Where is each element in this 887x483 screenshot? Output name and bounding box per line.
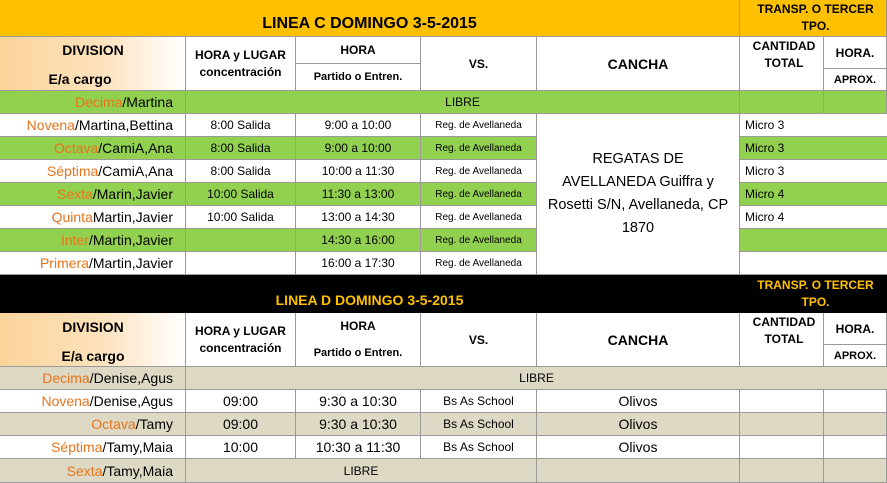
linea-c-vs-cell: Reg. de Avellaneda bbox=[421, 137, 537, 160]
linea-c-transp-cell: Micro 3 bbox=[740, 114, 887, 137]
linea-c-concentracion-cell: 8:00 Salida bbox=[186, 137, 296, 160]
linea-d-hora-cell: 9:30 a 10:30 bbox=[296, 413, 421, 436]
linea-d-hora-cell: 10:30 a 11:30 bbox=[296, 436, 421, 459]
linea-c-cancha-cell: REGATAS DE AVELLANEDA Guiffra y Rosetti S/N, Avellaneda, CP 1870 bbox=[537, 114, 740, 275]
linea-d-hora-aprox-header: HORA. bbox=[824, 313, 887, 345]
linea-d-transp-cell bbox=[740, 413, 824, 436]
linea-c-concentracion-cell bbox=[186, 229, 296, 252]
linea-d-partido-header: Partido o Entren. bbox=[296, 339, 421, 367]
linea-c-aprox-cell bbox=[824, 91, 887, 114]
linea-d-hora-cell: 9:30 a 10:30 bbox=[296, 390, 421, 413]
linea-c-hora-cell: 16:00 a 17:30 bbox=[296, 252, 421, 275]
linea-d-cancha-header: CANCHA bbox=[537, 313, 740, 367]
linea-c-concentracion-cell: 10:00 Salida bbox=[186, 183, 296, 206]
linea-c-transp-cell: Micro 4 bbox=[740, 183, 887, 206]
linea-d-concentracion-cell: 10:00 bbox=[186, 436, 296, 459]
linea-c-cancha-header: CANCHA bbox=[537, 37, 740, 91]
linea-c-row-decima: Decima /Martina bbox=[0, 91, 186, 114]
linea-d-row-septima: Séptima /Tamy,Maia bbox=[0, 436, 186, 459]
linea-c-vs-cell: Reg. de Avellaneda bbox=[421, 252, 537, 275]
linea-c-concentracion-cell: 8:00 Salida bbox=[186, 160, 296, 183]
linea-d-concentracion-cell: 09:00 bbox=[186, 390, 296, 413]
linea-d-libre-cell: LIBRE bbox=[186, 459, 537, 483]
linea-c-transp-cell: Micro 3 bbox=[740, 160, 887, 183]
linea-d-cantidad-header: CANTIDAD TOTAL bbox=[740, 313, 824, 367]
linea-d-transp-cell bbox=[740, 436, 824, 459]
linea-d-row-sexta: Sexta /Tamy,Maia bbox=[0, 459, 186, 483]
linea-d-vs-cell: Bs As School bbox=[421, 436, 537, 459]
linea-c-concentracion-header: HORA y LUGAR concentración bbox=[186, 37, 296, 91]
linea-d-aprox-cell bbox=[824, 459, 887, 483]
linea-d-cancha-cell: Olivos bbox=[537, 390, 740, 413]
linea-d-transp-header: TRANSP. O TERCER TPO. bbox=[740, 275, 887, 313]
linea-c-vs-cell: Reg. de Avellaneda bbox=[421, 183, 537, 206]
linea-d-aprox-cell bbox=[824, 413, 887, 436]
linea-d-concentracion-cell: 09:00 bbox=[186, 413, 296, 436]
linea-d-hora-header: HORA bbox=[296, 313, 421, 339]
linea-d-title: LINEA D DOMINGO 3-5-2015 bbox=[0, 275, 740, 313]
linea-c-transp-cell: Micro 4 bbox=[740, 206, 887, 229]
linea-c-hora-aprox-header: HORA. bbox=[824, 37, 887, 69]
linea-c-hora-cell: 13:00 a 14:30 bbox=[296, 206, 421, 229]
linea-c-row-primera: Primera /Martin,Javier bbox=[0, 252, 186, 275]
linea-d-vs-header: VS. bbox=[421, 313, 537, 367]
linea-c-partido-header: Partido o Entren. bbox=[296, 63, 421, 91]
linea-c-division-header: DIVISION bbox=[62, 42, 124, 58]
linea-c-vs-cell: Reg. de Avellaneda bbox=[421, 206, 537, 229]
linea-d-division-header: DIVISION bbox=[62, 319, 124, 335]
linea-c-vs-cell: Reg. de Avellaneda bbox=[421, 160, 537, 183]
linea-c-row-sexta: Sexta /Marin,Javier bbox=[0, 183, 186, 206]
linea-c-concentracion-cell bbox=[186, 252, 296, 275]
linea-c-row-novena: Novena /Martina,Bettina bbox=[0, 114, 186, 137]
linea-d-aprox-header: APROX. bbox=[824, 345, 887, 367]
linea-d-concentracion-header: HORA y LUGAR concentración bbox=[186, 313, 296, 367]
linea-c-transp-cell bbox=[740, 229, 887, 252]
linea-c-row-octava: Octava /CamiA,Ana bbox=[0, 137, 186, 160]
linea-c-concentracion-cell: 8:00 Salida bbox=[186, 114, 296, 137]
linea-c-hora-header: HORA bbox=[296, 37, 421, 63]
linea-d-row-octava: Octava /Tamy bbox=[0, 413, 186, 436]
linea-c-hora-cell: 9:00 a 10:00 bbox=[296, 114, 421, 137]
linea-d-cancha-cell: Olivos bbox=[537, 436, 740, 459]
linea-d-transp-cell bbox=[740, 459, 824, 483]
linea-c-transp-cell bbox=[740, 252, 887, 275]
linea-d-vs-cell: Bs As School bbox=[421, 390, 537, 413]
linea-c-ea-cargo-header: E/a cargo bbox=[48, 71, 112, 87]
linea-c-row-septima: Séptima /CamiA,Ana bbox=[0, 160, 186, 183]
linea-d-vs-cell: Bs As School bbox=[421, 413, 537, 436]
linea-c-vs-cell: Reg. de Avellaneda bbox=[421, 229, 537, 252]
linea-d-aprox-cell bbox=[824, 436, 887, 459]
linea-c-cantidad-header: CANTIDAD TOTAL bbox=[740, 37, 824, 91]
linea-c-libre-cell: LIBRE bbox=[186, 91, 740, 114]
linea-c-hora-cell: 14:30 a 16:00 bbox=[296, 229, 421, 252]
linea-c-title: LINEA C DOMINGO 3-5-2015 bbox=[0, 0, 740, 37]
linea-d-libre-cell: LIBRE bbox=[186, 367, 887, 390]
linea-c-transp-cell bbox=[740, 91, 824, 114]
linea-d-transp-cell bbox=[740, 390, 824, 413]
linea-c-row-quinta: Quinta Martin,Javier bbox=[0, 206, 186, 229]
linea-d-section bbox=[0, 275, 887, 483]
linea-c-vs-cell: Reg. de Avellaneda bbox=[421, 114, 537, 137]
linea-c-hora-cell: 11:30 a 13:00 bbox=[296, 183, 421, 206]
linea-d-aprox-cell bbox=[824, 390, 887, 413]
linea-d-cancha-cell bbox=[537, 459, 740, 483]
linea-d-cancha-cell: Olivos bbox=[537, 413, 740, 436]
linea-c-hora-cell: 10:00 a 11:30 bbox=[296, 160, 421, 183]
linea-c-transp-header: TRANSP. O TERCER TPO. bbox=[740, 0, 887, 37]
linea-c-concentracion-cell: 10:00 Salida bbox=[186, 206, 296, 229]
linea-c-row-inter: Inter /Martin,Javier bbox=[0, 229, 186, 252]
linea-c-aprox-header: APROX. bbox=[824, 69, 887, 91]
linea-c-transp-cell: Micro 3 bbox=[740, 137, 887, 160]
linea-d-row-novena: Novena /Denise,Agus bbox=[0, 390, 186, 413]
linea-c-vs-header: VS. bbox=[421, 37, 537, 91]
linea-d-row-decima: Decima /Denise,Agus bbox=[0, 367, 186, 390]
linea-c-hora-cell: 9:00 a 10:00 bbox=[296, 137, 421, 160]
linea-d-ea-cargo-header: E/a cargo bbox=[61, 348, 125, 364]
